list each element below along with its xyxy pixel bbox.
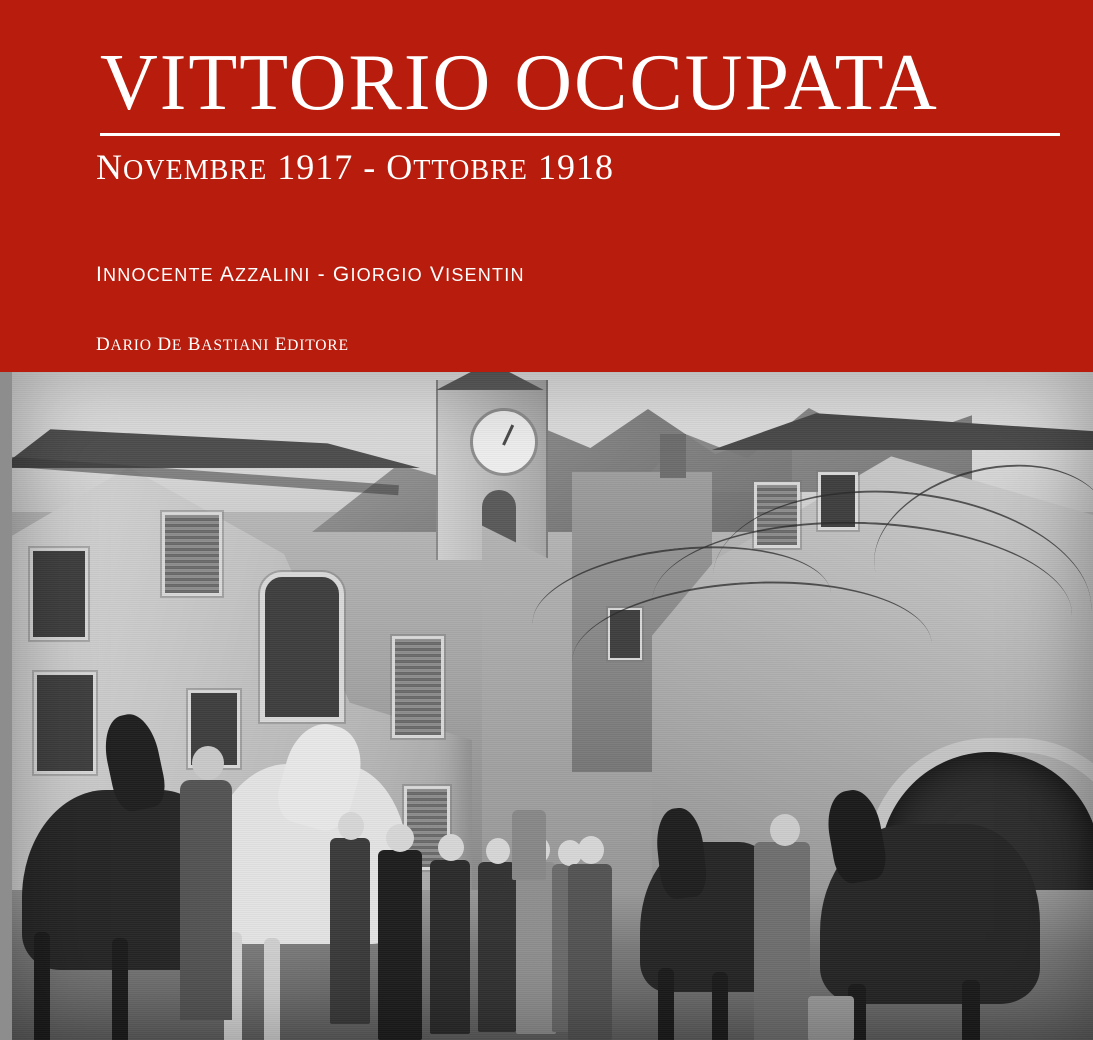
horse-leg [264, 938, 280, 1040]
publisher: DARIO DE BASTIANI EDITORE [96, 334, 349, 355]
person-head [578, 836, 604, 864]
horse-leg [34, 932, 50, 1040]
person-soldier [568, 864, 612, 1040]
window [34, 672, 96, 774]
person-head [338, 812, 364, 840]
window-shuttered [392, 636, 444, 738]
person [430, 860, 470, 1034]
person-woman [516, 862, 556, 1034]
person [330, 838, 370, 1024]
clock-icon [470, 408, 538, 476]
person-soldier [754, 842, 810, 1040]
horse-leg [112, 938, 128, 1040]
person-soldier [180, 780, 232, 1020]
cover-photograph [0, 372, 1093, 1040]
person-head [386, 824, 414, 852]
title-band [0, 0, 1093, 372]
chimney [660, 434, 686, 478]
horse-leg [962, 980, 980, 1040]
person-background [512, 810, 546, 880]
horse-leg [658, 968, 674, 1040]
page-title: VITTORIO OCCUPATA [100, 39, 939, 127]
photograph-image [12, 372, 1093, 1040]
person-head [192, 746, 224, 780]
authors: INNOCENTE AZZALINI - GIORGIO VISENTIN [96, 263, 525, 286]
person-head [770, 814, 800, 846]
person-head [486, 838, 510, 864]
window-arched [260, 572, 344, 722]
person-head [438, 834, 464, 861]
barrel [808, 996, 854, 1040]
horse-leg [712, 972, 728, 1040]
person [478, 862, 516, 1032]
window-shuttered [162, 512, 222, 596]
person-child [378, 850, 422, 1040]
subtitle: NOVEMBRE 1917 - OTTOBRE 1918 [96, 147, 614, 187]
window [30, 548, 88, 640]
title-divider [100, 133, 1060, 136]
